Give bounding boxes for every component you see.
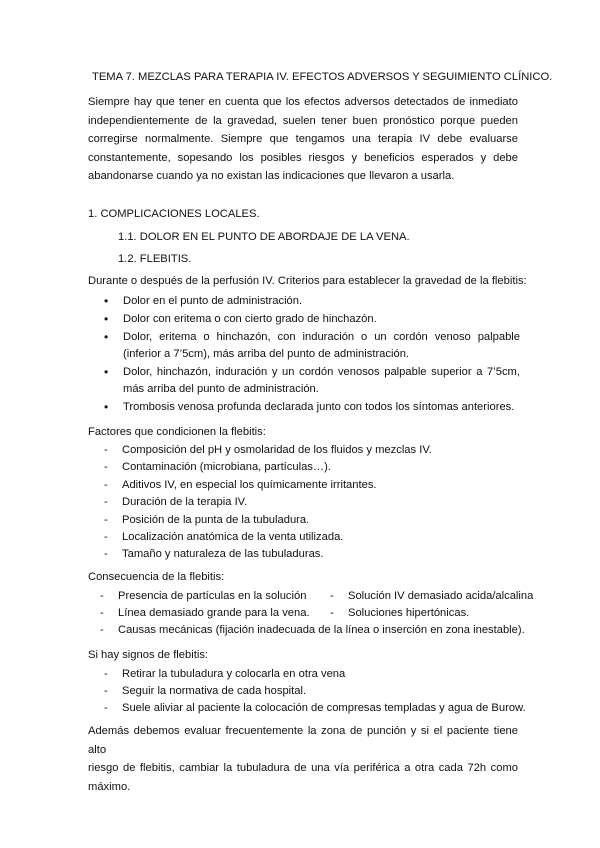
list-item: - Contaminación (microbiana, partículas…).: [104, 459, 432, 476]
criteria-list: [104, 293, 520, 417]
list-item: - Tamaño y naturaleza de las tubuladuras.: [104, 546, 432, 563]
list-item: - Localización anatómica de la venta utilizada.: [104, 529, 432, 546]
list-item: - Línea demasiado grande para la vena.: [100, 605, 310, 622]
list-item: - Posición de la punta de la tubuladura.: [104, 512, 432, 529]
list-item: • Trombosis venosa profunda declarada junto con todos los síntomas anteriores.: [104, 399, 520, 416]
intro-line: corregirse normalmente. Siempre que tengamos una terapia IV debe evaluarse: [88, 133, 518, 146]
list-item: - Suele aliviar al paciente la colocación de compresas templadas y agua de Burow.: [104, 700, 526, 717]
intro-line: constantemente, sopesando los posibles riesgos y beneficios esperados y debe: [88, 151, 518, 164]
list-item: - Presencia de partículas en la solución: [100, 588, 310, 605]
list-item: - Seguir la normativa de cada hospital.: [104, 683, 526, 700]
list-item: - Causas mecánicas (fijación inadecuada de la línea o inserción en zona inestable).: [100, 622, 525, 639]
consequences-list-right: [330, 588, 533, 622]
factors-heading: Factores que condicionen la flebitis:: [88, 426, 266, 438]
list-item: - Soluciones hipertónicas.: [330, 605, 533, 622]
list-item: - Retirar la tubuladura y colocarla en otra vena: [104, 666, 526, 683]
list-item: • Dolor, hinchazón, induración y un cordón venosos palpable superior a 7’5cm, más arriba del punto de administración.: [104, 364, 520, 398]
section-heading-complicaciones: 1. COMPLICACIONES LOCALES.: [88, 208, 260, 220]
consequences-list-left: [100, 588, 310, 622]
closing-line: Además debemos evaluar frecuentemente la zona de punción y si el paciente tiene alto: [88, 725, 518, 756]
subsection-heading-dolor: 1.1. DOLOR EN EL PUNTO DE ABORDAJE DE LA VENA.: [118, 231, 410, 243]
subsection-heading-flebitis: 1.2. FLEBITIS.: [118, 253, 192, 265]
intro-line: Siempre hay que tener en cuenta que los efectos adversos detectados de inmediato: [88, 96, 518, 108]
list-item: • Dolor en el punto de administración.: [104, 293, 520, 310]
list-item: - Solución IV demasiado acida/alcalina: [330, 588, 533, 605]
closing-paragraph: [88, 722, 518, 796]
closing-line: máximo.: [88, 780, 131, 793]
list-item: - Aditivos IV, en especial los químicamente irritantes.: [104, 477, 432, 494]
list-item: • Dolor con eritema o con cierto grado de hinchazón.: [104, 311, 520, 328]
signs-list: [104, 666, 526, 717]
consequences-list-full: [100, 622, 525, 639]
list-item: - Composición del pH y osmolaridad de los fluidos y mezclas IV.: [104, 442, 432, 459]
document-title: TEMA 7. MEZCLAS PARA TERAPIA IV. EFECTOS ADVERSOS Y SEGUIMIENTO CLÍNICO.: [92, 71, 553, 83]
signs-heading: Si hay signos de flebitis:: [88, 649, 209, 661]
intro-line: abandonarse cuando ya no existan las indicaciones que llevaron a usarla.: [88, 170, 455, 183]
intro-paragraph: [88, 93, 518, 186]
list-item: • Dolor, eritema o hinchazón, con induración o un cordón venoso palpable (inferior a 7’5cm), más arriba del punto de administración.: [104, 329, 520, 363]
factors-list: [104, 442, 432, 564]
closing-line: riesgo de flebitis, cambiar la tubuladura de una vía periférica a otra cada 72h como: [88, 762, 518, 775]
criteria-intro: Durante o después de la perfusión IV. Criterios para establecer la gravedad de la flebitis:: [88, 275, 527, 287]
intro-line: independientemente de la gravedad, suelen tener buen pronóstico porque pueden: [88, 114, 518, 127]
list-item: - Duración de la terapia IV.: [104, 494, 432, 511]
consequences-heading: Consecuencia de la flebitis:: [88, 571, 225, 583]
